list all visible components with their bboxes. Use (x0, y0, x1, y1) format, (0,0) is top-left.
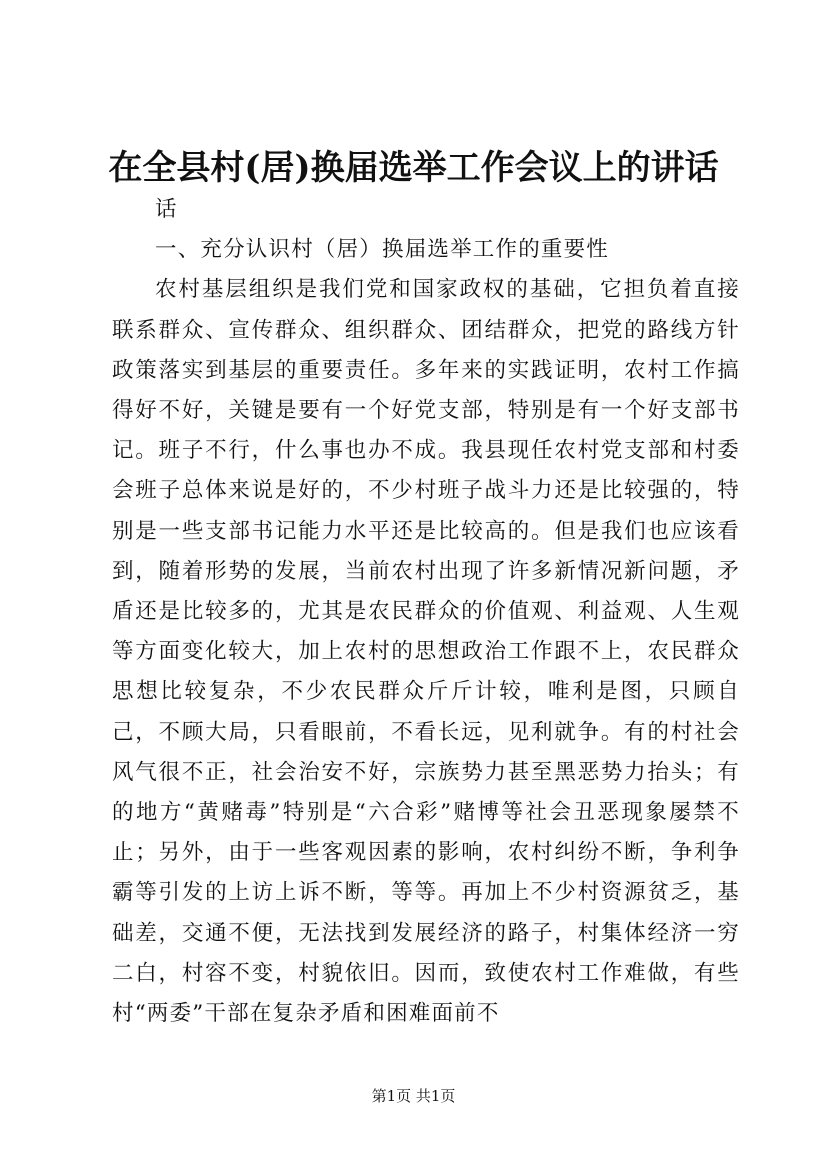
section-heading: 一、充分认识村（居）换届选举工作的重要性 (155, 237, 610, 263)
document-body (112, 190, 740, 1034)
paragraph: 农村基层组织是我们党和国家政权的基础，它担负着直接联系群众、宣传群众、组织群众、团结群众，把党的路线方针政策落实到基层的重要责任。多年来的实践证明，农村工作搞得好不好，关键是要有一个好党支部，特别是有一个好支部书记。班子不行，什么事也办不成。我县现任农村党支部和村委会班子总体来说是好的，不少村班子战斗力还是比较强的，特别是一些支部书记能力水平还是比较高的。但是我们也应该看到，随着形势的发展，当前农村出现了许多新情况新问题，矛盾还是比较多的，尤其是农民群众的价值观、利益观、人生观等方面变化较大，加上农村的思想政治工作跟不上，农民群众思想比较复杂，不少农民群众斤斤计较，唯利是图，只顾自己，不顾大局，只看眼前，不看长远，见利就争。有的村社会风气很不正，社会治安不好，宗族势力甚至黑恶势力抬头；有的地方“黄赌毒”特别是“六合彩”赌博等社会丑恶现象屡禁不止；另外，由于一些客观因素的影响，农村纠纷不断，争利争霸等引发的上访上诉不断，等等。再加上不少村资源贫乏，基础差，交通不便，无法找到发展经济的路子，村集体经济一穷二白，村容不变，村貌依旧。因而，致使农村工作难做，有些村“两委”干部在复杂矛盾和困难面前不 (112, 277, 740, 1027)
paragraph-fragment: 话 (155, 197, 178, 222)
page-title: 在全县村(居)换届选举工作会议上的讲话 (108, 148, 719, 188)
page-number: 第1页 共1页 (371, 1087, 456, 1105)
